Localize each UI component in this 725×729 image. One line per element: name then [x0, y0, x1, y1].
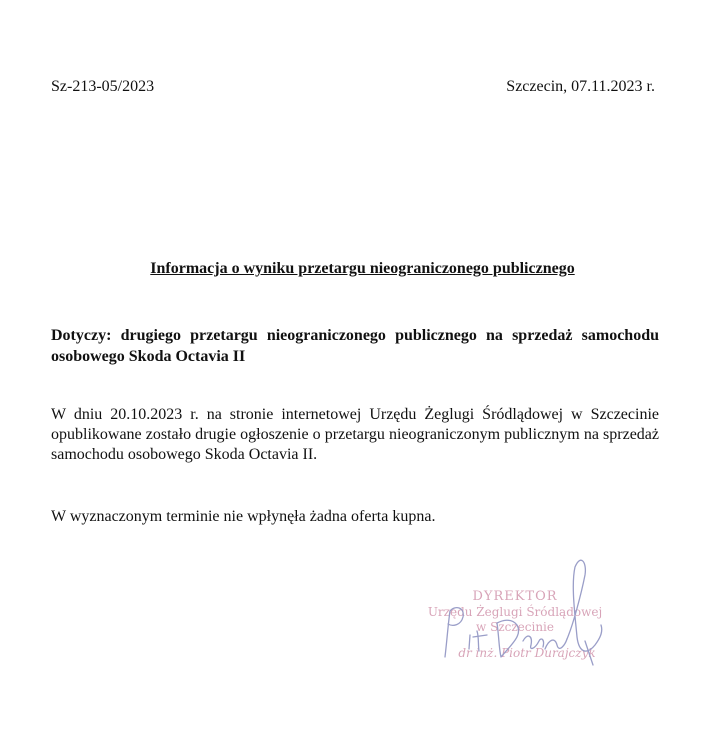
subject-line: Dotyczy: drugiego przetargu nieograniczonego publicznego na sprzedaż samochodu osobowego Skoda Octavia II — [51, 327, 659, 365]
handwritten-signature — [415, 545, 615, 675]
stamp-title: DYREKTOR — [472, 589, 558, 604]
stamp-office: Urzędu Żeglugi Śródlądowej — [427, 605, 603, 619]
stamp-signatory-name: dr inż. Piotr Durajczyk — [458, 646, 596, 660]
reference-number: Sz-213-05/2023 — [51, 78, 155, 95]
body-paragraph: W dniu 20.10.2023 r. na stronie internetowej Urzędu Żeglugi Śródlądowej w Szczecinie opublikowane zostało drugie ogłoszenie o przetargu nieograniczonym publicznym na sprzedaż samochodu osobowego Skoda Octavia II. — [51, 406, 659, 463]
document-title: Informacja o wyniku przetargu nieograniczonego publicznego — [150, 260, 575, 277]
place-and-date: Szczecin, 07.11.2023 r. — [506, 78, 655, 95]
stamp-city: w Szczecinie — [476, 620, 554, 634]
official-stamp — [415, 545, 615, 675]
body-paragraph: W wyznaczonym terminie nie wpłynęła żadna oferta kupna. — [51, 508, 436, 525]
